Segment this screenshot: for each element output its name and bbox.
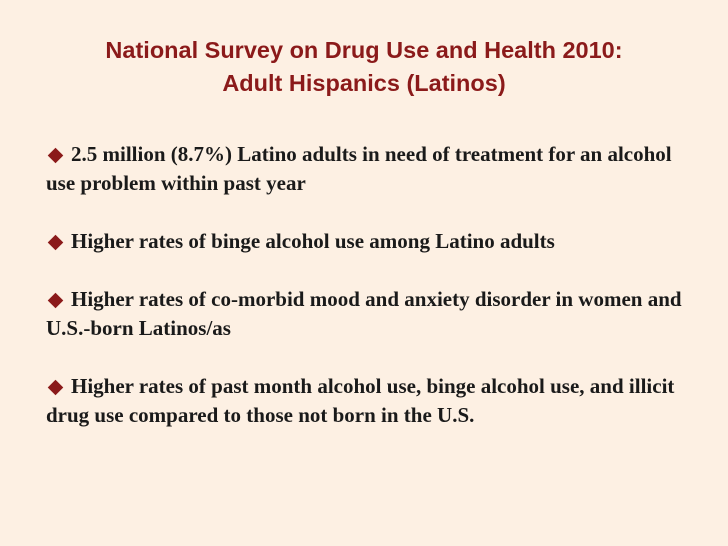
bullet-item-us-born-comparison [46,372,686,430]
diamond-icon [48,379,64,395]
bullet-text: Higher rates of past month alcohol use, binge alcohol use, and illicit drug use compared to those not born in the U.S. [46,374,675,427]
bullet-item-comorbid-disorder [46,285,686,343]
title-line-2: Adult Hispanics (Latinos) [222,70,506,96]
bullet-text: Higher rates of co-morbid mood and anxiety disorder in women and U.S.-born Latinos/as [46,287,682,340]
bullet-item-binge-use [46,227,686,256]
title-line-1: National Survey on Drug Use and Health 2010: [105,37,623,63]
bullet-item-treatment-need [46,140,686,198]
bullet-list [46,140,686,459]
bullet-text: Higher rates of binge alcohol use among Latino adults [71,229,555,253]
slide-title [0,34,728,100]
bullet-text: 2.5 million (8.7%) Latino adults in need of treatment for an alcohol use problem within past year [46,142,672,195]
diamond-icon [48,147,64,163]
diamond-icon [48,234,64,250]
diamond-icon [48,292,64,308]
